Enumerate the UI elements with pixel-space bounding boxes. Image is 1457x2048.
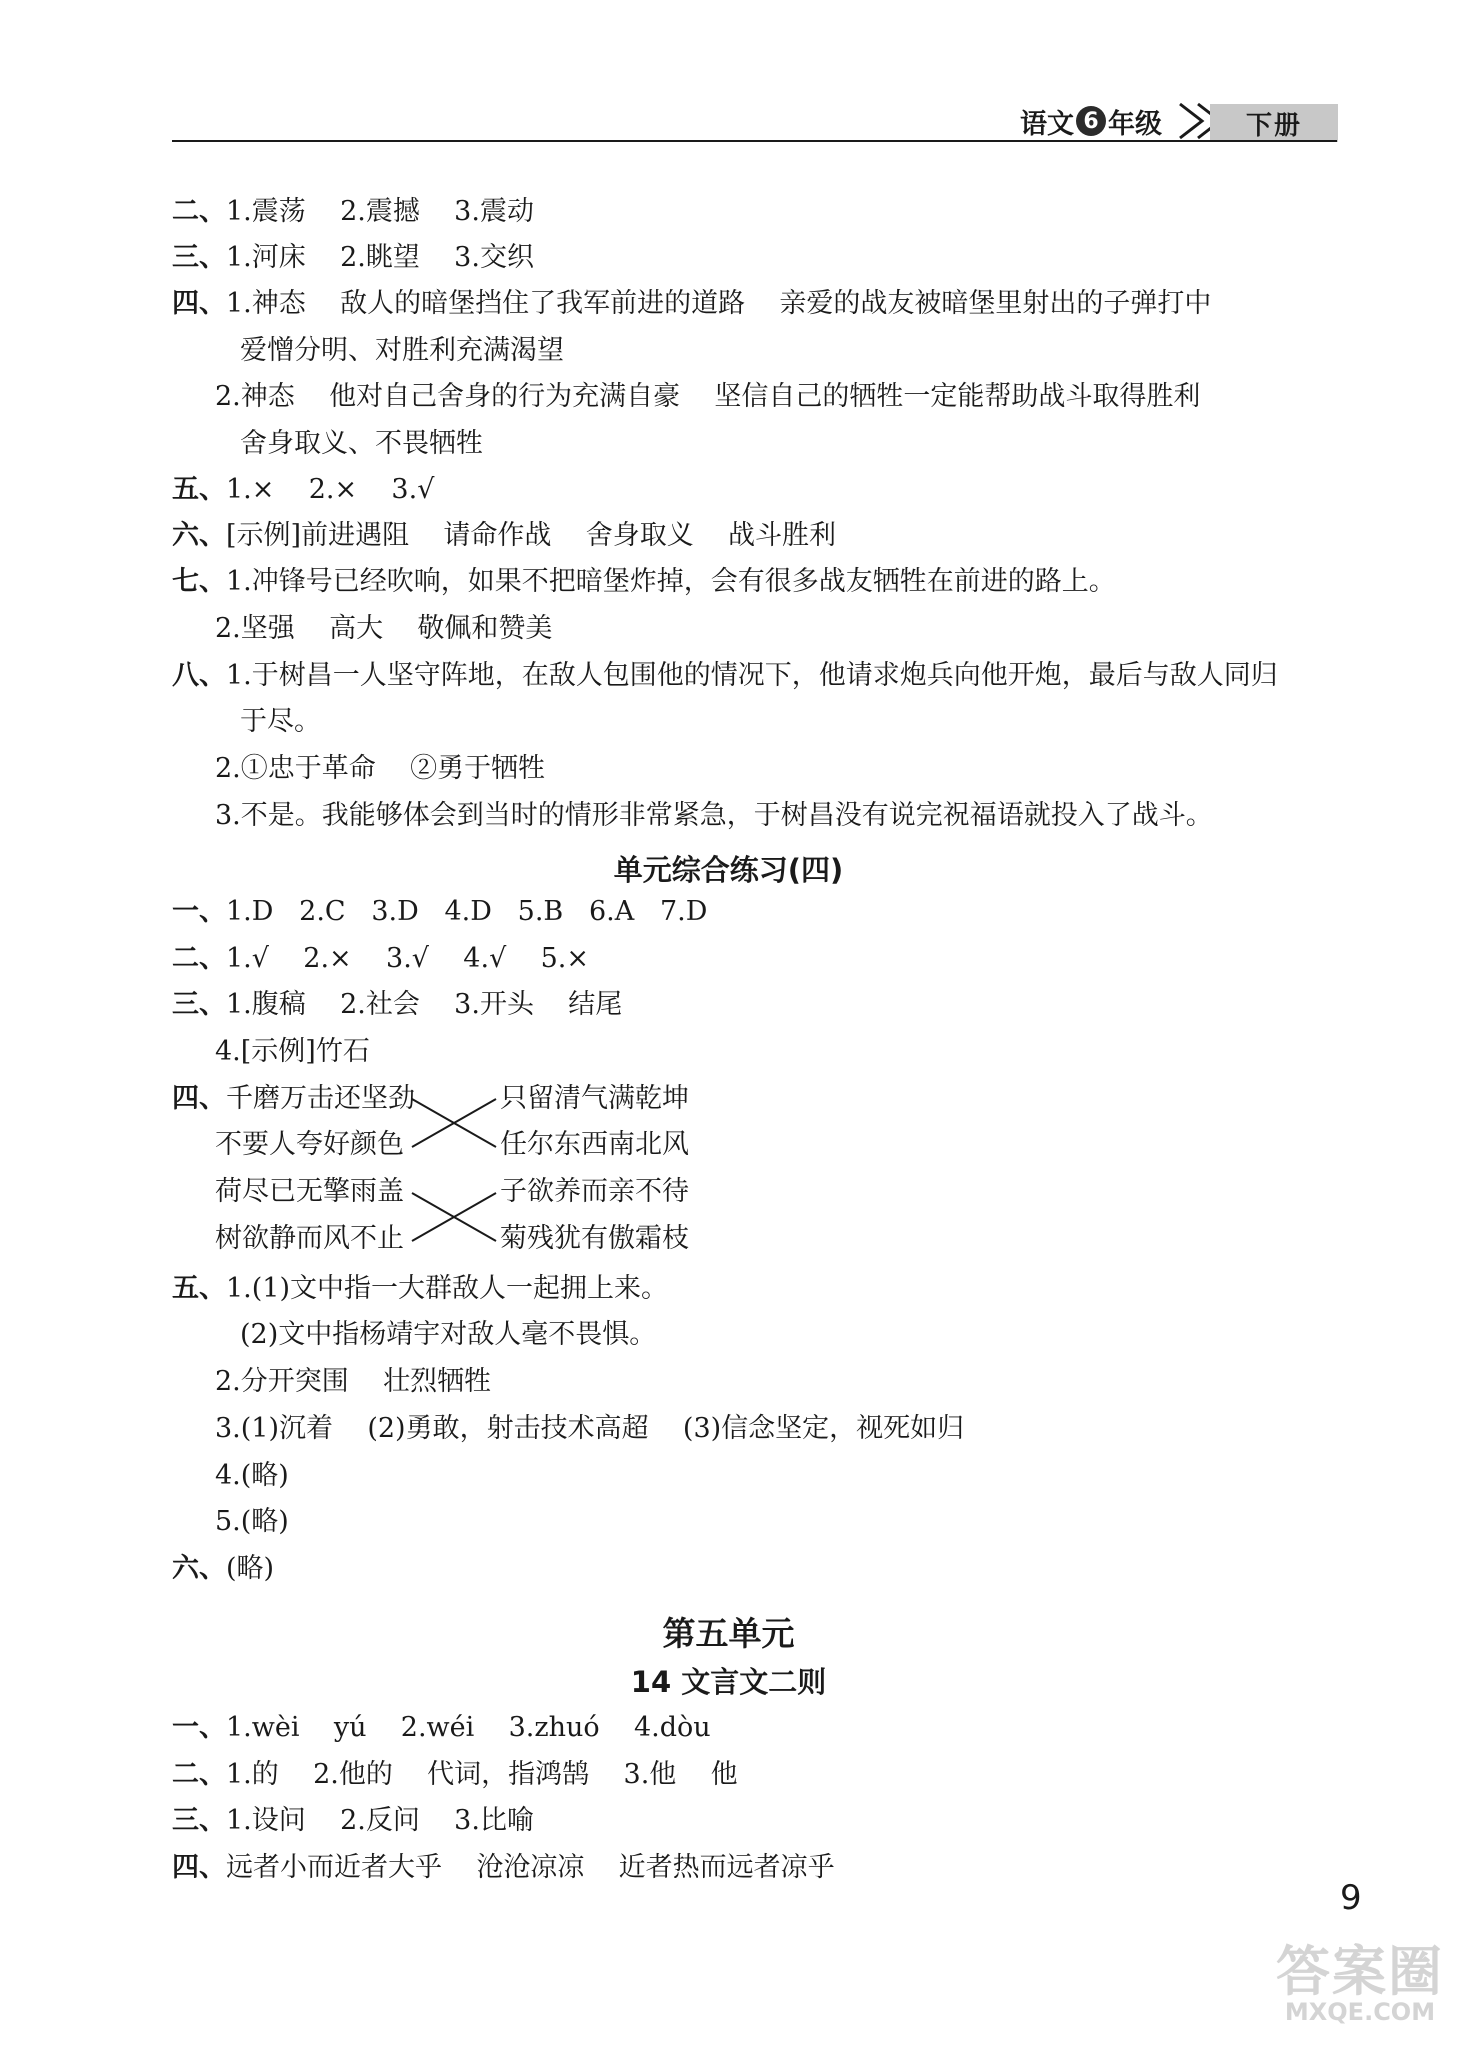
item-text: [示例]前进遇阻 请命作战 舍身取义 战斗胜利 — [226, 520, 837, 551]
answer-line — [172, 1555, 274, 1582]
answer-line — [215, 615, 552, 642]
item-text: 千磨万击还坚劲 — [226, 1083, 415, 1114]
page-number: 9 — [1340, 1878, 1362, 1918]
item-text: 爱憎分明、对胜利充满渴望 — [240, 335, 564, 366]
item-text: 1.的 2.他的 代词，指鸿鹄 3.他 他 — [226, 1759, 738, 1790]
item-text: 任尔东西南北风 — [500, 1129, 689, 1160]
match-right-2 — [500, 1131, 689, 1158]
item-tag: 六、 — [172, 1553, 226, 1584]
item-tag: 二、 — [172, 1759, 226, 1790]
section-title: 单元综合练习(四) — [613, 853, 844, 887]
header-volume: 下册 — [1210, 104, 1338, 142]
item-text: 1.震荡 2.震撼 3.震动 — [226, 196, 534, 227]
item-text: 1.于树昌一人坚守阵地，在敌人包围他的情况下，他请求炮兵向他开炮，最后与敌人同归 — [226, 660, 1278, 691]
match-right-4 — [500, 1225, 689, 1252]
match-left-3 — [215, 1178, 404, 1205]
item-text: 树欲静而风不止 — [215, 1223, 404, 1254]
item-tag: 四、 — [172, 1852, 226, 1883]
match-left-2 — [215, 1131, 404, 1158]
item-text: 4.(略) — [215, 1460, 289, 1491]
answer-line — [240, 1321, 656, 1348]
item-text: 1.D 2.C 3.D 4.D 5.B 6.A 7.D — [226, 896, 708, 927]
item-text: 舍身取义、不畏牺牲 — [240, 428, 483, 459]
answer-line — [172, 662, 1278, 689]
match-right-3 — [500, 1178, 689, 1205]
answer-line — [172, 244, 534, 271]
item-text: 菊残犹有傲霜枝 — [500, 1223, 689, 1254]
answer-line — [172, 198, 534, 225]
answer-line — [172, 476, 434, 503]
answer-line — [172, 568, 1116, 595]
item-tag: 四、 — [172, 1083, 226, 1114]
item-text: 4.[示例]竹石 — [215, 1036, 370, 1067]
matching-cross-lines — [400, 1085, 510, 1265]
answer-line — [172, 290, 1211, 317]
header-rule — [172, 140, 1337, 142]
item-text: 于尽。 — [240, 706, 321, 737]
watermark-url: MXQE.COM — [1284, 1998, 1436, 2026]
item-tag: 一、 — [172, 896, 226, 927]
item-text: 1.腹稿 2.社会 3.开头 结尾 — [226, 989, 623, 1020]
watermark-logo — [1270, 1940, 1450, 2026]
item-tag: 七、 — [172, 566, 226, 597]
answer-line — [172, 522, 836, 549]
item-tag: 一、 — [172, 1712, 226, 1743]
header-grade-suffix: 年级 — [1108, 108, 1162, 140]
item-text: 2.分开突围 壮烈牺牲 — [215, 1366, 492, 1397]
header-subject: 语文 — [1020, 108, 1074, 140]
answer-line — [172, 1807, 534, 1834]
item-text: 1.河床 2.眺望 3.交织 — [226, 242, 534, 273]
item-text: 3.不是。我能够体会到当时的情形非常紧急，于树昌没有说完祝福语就投入了战斗。 — [215, 800, 1213, 831]
item-text: 1.神态 敌人的暗堡挡住了我军前进的道路 亲爱的战友被暗堡里射出的子弹打中 — [226, 288, 1212, 319]
item-text: 3.(1)沉着 (2)勇敢，射击技术高超 (3)信念坚定，视死如归 — [215, 1413, 965, 1444]
item-tag: 三、 — [172, 242, 226, 273]
item-tag: 六、 — [172, 520, 226, 551]
answer-line — [240, 337, 564, 364]
item-text: 1.wèi yú 2.wéi 3.zhuó 4.dòu — [226, 1712, 711, 1743]
answer-line — [215, 1415, 964, 1442]
answer-line — [215, 755, 545, 782]
item-text: 2.坚强 高大 敬佩和赞美 — [215, 613, 553, 644]
item-text: 1.设问 2.反问 3.比喻 — [226, 1805, 534, 1836]
header-grade-number: 6 — [1076, 106, 1106, 136]
match-left-4 — [215, 1225, 404, 1252]
lesson-title: 14 文言文二则 — [630, 1665, 827, 1699]
item-text: (2)文中指杨靖宇对敌人毫不畏惧。 — [240, 1319, 657, 1350]
item-text: 1.冲锋号已经吹响，如果不把暗堡炸掉，会有很多战友牺牲在前进的路上。 — [226, 566, 1116, 597]
item-text: (略) — [226, 1553, 275, 1584]
answer-line — [172, 1854, 835, 1881]
answer-line — [240, 708, 321, 735]
item-tag: 三、 — [172, 989, 226, 1020]
item-text: 1.(1)文中指一大群敌人一起拥上来。 — [226, 1273, 669, 1304]
answer-line — [240, 430, 483, 457]
answer-line — [172, 991, 622, 1018]
unit-title: 第五单元 — [662, 1614, 795, 1653]
item-text: 荷尽已无擎雨盖 — [215, 1176, 404, 1207]
item-text: 1.√ 2.× 3.√ 4.√ 5.× — [226, 943, 589, 974]
answer-line — [215, 1038, 370, 1065]
answer-line — [215, 802, 1213, 829]
match-right-1 — [500, 1085, 689, 1112]
answer-line — [215, 383, 1200, 410]
item-text: 子欲养而亲不待 — [500, 1176, 689, 1207]
answer-line — [215, 1462, 289, 1489]
item-text: 5.(略) — [215, 1506, 289, 1537]
item-tag: 五、 — [172, 1273, 226, 1304]
answer-line — [172, 898, 707, 925]
match-left-1 — [172, 1085, 415, 1112]
item-text: 只留清气满乾坤 — [500, 1083, 689, 1114]
item-text: 2.神态 他对自己舍身的行为充满自豪 坚信自己的牺牲一定能帮助战斗取得胜利 — [215, 381, 1201, 412]
item-tag: 三、 — [172, 1805, 226, 1836]
item-text: 2.①忠于革命 ②勇于牺牲 — [215, 753, 546, 784]
watermark-logo-text: 答案圈 — [1276, 1940, 1444, 2003]
answer-line — [215, 1508, 289, 1535]
item-tag: 四、 — [172, 288, 226, 319]
item-text: 远者小而近者大乎 沧沧凉凉 近者热而远者凉乎 — [226, 1852, 835, 1883]
item-text: 不要人夸好颜色 — [215, 1129, 404, 1160]
item-tag: 八、 — [172, 660, 226, 691]
answer-line — [172, 945, 589, 972]
item-text: 1.× 2.× 3.√ — [226, 474, 435, 505]
answer-line — [172, 1275, 668, 1302]
answer-line — [172, 1714, 711, 1741]
item-tag: 二、 — [172, 943, 226, 974]
item-tag: 二、 — [172, 196, 226, 227]
item-tag: 五、 — [172, 474, 226, 505]
answer-line — [215, 1368, 491, 1395]
answer-line — [172, 1761, 738, 1788]
